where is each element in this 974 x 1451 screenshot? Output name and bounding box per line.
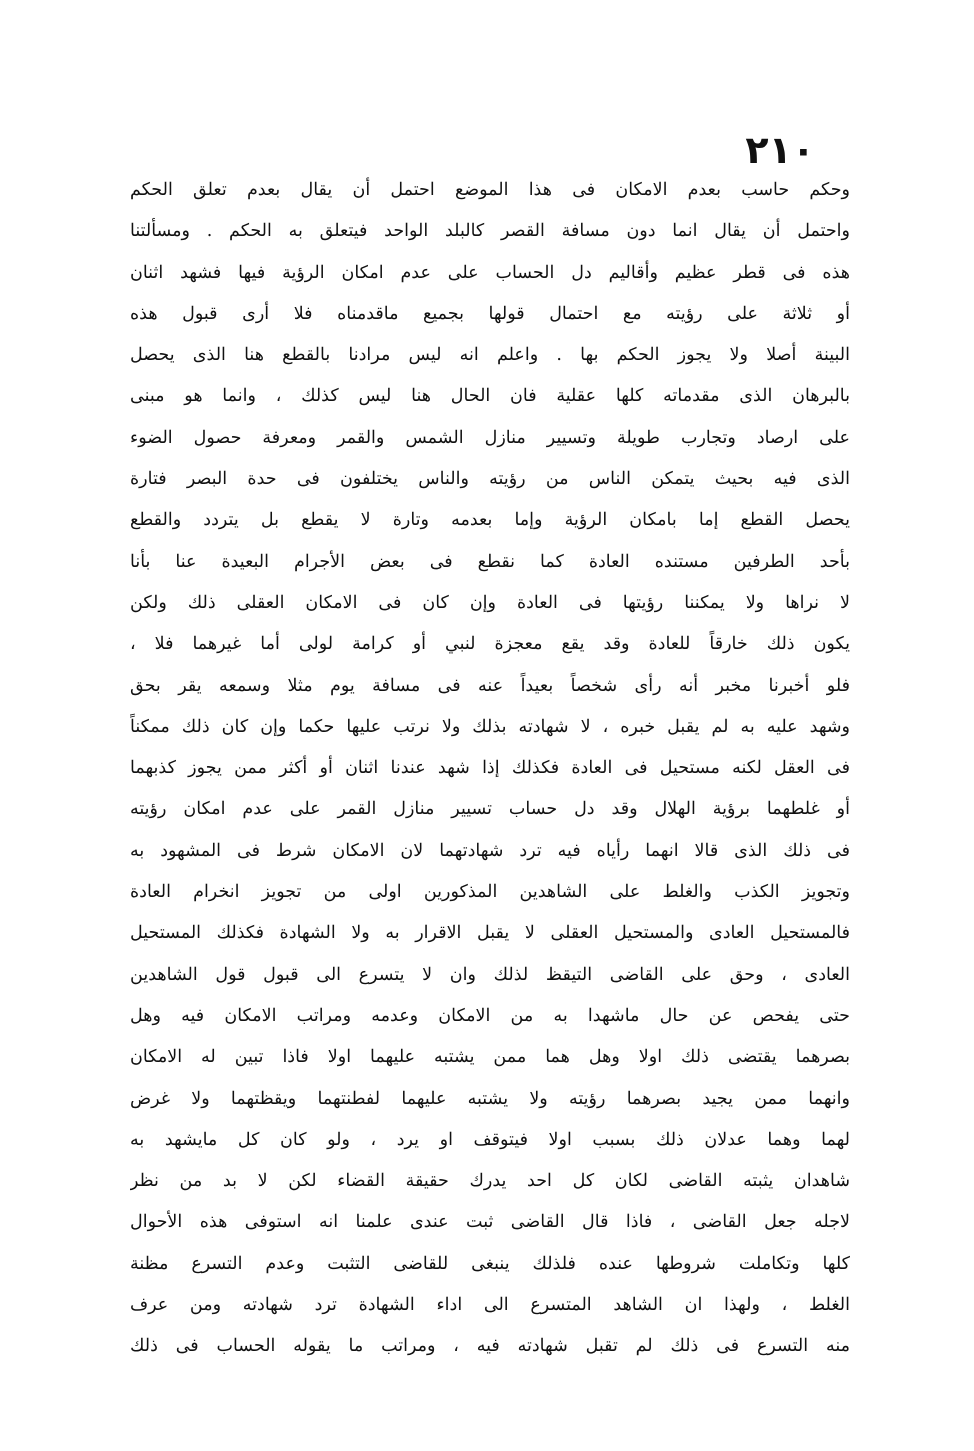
text-line: فالمستحيل العادى والمستحيل العقلى لا يقبل الاقرار به ولا الشهادة فكذلك المستحيل [130,923,850,944]
text-line: البينة أصلا ولا يجوز الحكم بها . واعلم انه ليس مرادنا بالقطع هنا الذى يحصل [130,345,850,366]
text-line: لهما وهما عدلان ذلك بسبب اولا فيتوقف او يرد ، ولو كان كل مايشهد به [130,1129,850,1150]
text-line: الذى فيه بحيث يتمكن الناس من رؤيته والناس يختلفون فى حدة البصر فتارة [130,469,850,490]
text-line: يحصل القطع إما بامكان الرؤية وإما بعدمه وتارة لا يقطع بل يتردد والقطع [130,510,850,531]
text-line: أو ثلاثة على رؤيته مع احتمال قولها بجميع ماقدمناه فلا أرى قبول هذه [130,303,850,324]
text-line: لا نراها ولا يمكننا رؤيتها فى العادة وإن كان فى الامكان العقلى ذلك ولكن [130,592,850,613]
text-line: الغلط ، ولهذا ان الشاهد المتسرع الى اداء الشهادة ترد شهادته ومن عرف [130,1295,850,1316]
text-line: وحكم حاسب بعدم الامكان فى هذا الموضع احتمل أن يقال بعدم تعلق الحكم [130,180,850,200]
text-line: وتجويز الكذب والغلط على الشاهدين المذكورين اولى من تجويز انخرام العادة [130,882,850,903]
text-line: يكون ذلك خارقاً للعادة وقد يقع معجزة لنبي أو كرامة لولى أما غيرهما فلا ، [130,634,850,655]
text-line: واحتمل أن يقال انما دون مسافة القصر كالبلد الواحد فيتعلق به الحكم . ومسألتنا [130,221,850,242]
text-line: فى العقل لكنه مستحيل فى العادة فكذلك إذا شهد عندنا اثنان أو أكثر ممن يجوز كذبهما [130,758,850,779]
text-line: حتى يفحص عن حال ماشهدا به من الامكان وعدمه ومراتب الامكان فيه وهل [130,1005,850,1026]
text-line: بصرهما يقتضى ذلك اولا وهل هما ممن يشتبه عليهما اولا فاذا تبين له الامكان [130,1047,850,1068]
text-line: وانهما ممن يجيد بصرهما رؤيته ولا يشتبه عليهما لفطنتهما ويقظتهما ولا غرض [130,1088,850,1109]
text-line: بالبرهان الذى مقدماته كلها عقلية فان الحال هنا ليس كذلك ، وانما هو مبنى [130,386,850,407]
text-line: لاجله جعل القاضى ، فاذا قال القاضى ثبت عندى علمنا انه استوفى هذه الأحوال [130,1212,850,1233]
body-text [130,170,850,1368]
text-line: وشهد عليه به لم يقبل خبره ، لا شهادته بذلك ولا نرتب عليها حكما وإن كان ذلك ممكناً [130,716,850,737]
text-line: على ارصاد وتجارب طويلة وتسيير منازل الشمس والقمر ومعرفة حصول الضوء [130,427,850,448]
text-line: منه التسرع فى ذلك لم تقبل شهادته فيه ، ومراتب ما يقوله الحساب فى ذلك [130,1336,850,1357]
text-line: أو غلطهما برؤية الهلال وقد دل حساب تسيير منازل القمر على عدم امكان رؤيته [130,799,850,820]
text-line: هذه فى قطر عظيم وأقاليم دل الحساب على عدم امكان الرؤية فيها فشهد اثنان [130,262,850,283]
text-line: فلو أخبرنا مخبر أنه رأى شخصاً بعيداً عنه فى مسافة يوم مثلا وسمعه يقر بحق [130,675,850,696]
text-line: العادى ، وحق على القاضى التيقظ لذلك وان لا يتسرع الى قبول قول الشاهدين [130,964,850,985]
text-line: بأحد الطرفين مستنده العادة كما نقطع فى بعض الأجرام البعيدة عنا بأنا [130,551,850,572]
text-line: شاهدان يثبته القاضى لكان كل احد يدرك حقيقة القضاء لكن لا بد من نظر [130,1171,850,1192]
text-line: فى ذلك الذى قالا انهما رأياه فيه ترد شهادتهما لان الامكان شرط فى المشهود به [130,840,850,861]
text-line: كلها وتكاملت شروطها عنده فلذلك ينبغى للقاضى التثبت وعدم التسرع مظنة [130,1253,850,1274]
page-number: ٢١٠ [745,128,815,172]
